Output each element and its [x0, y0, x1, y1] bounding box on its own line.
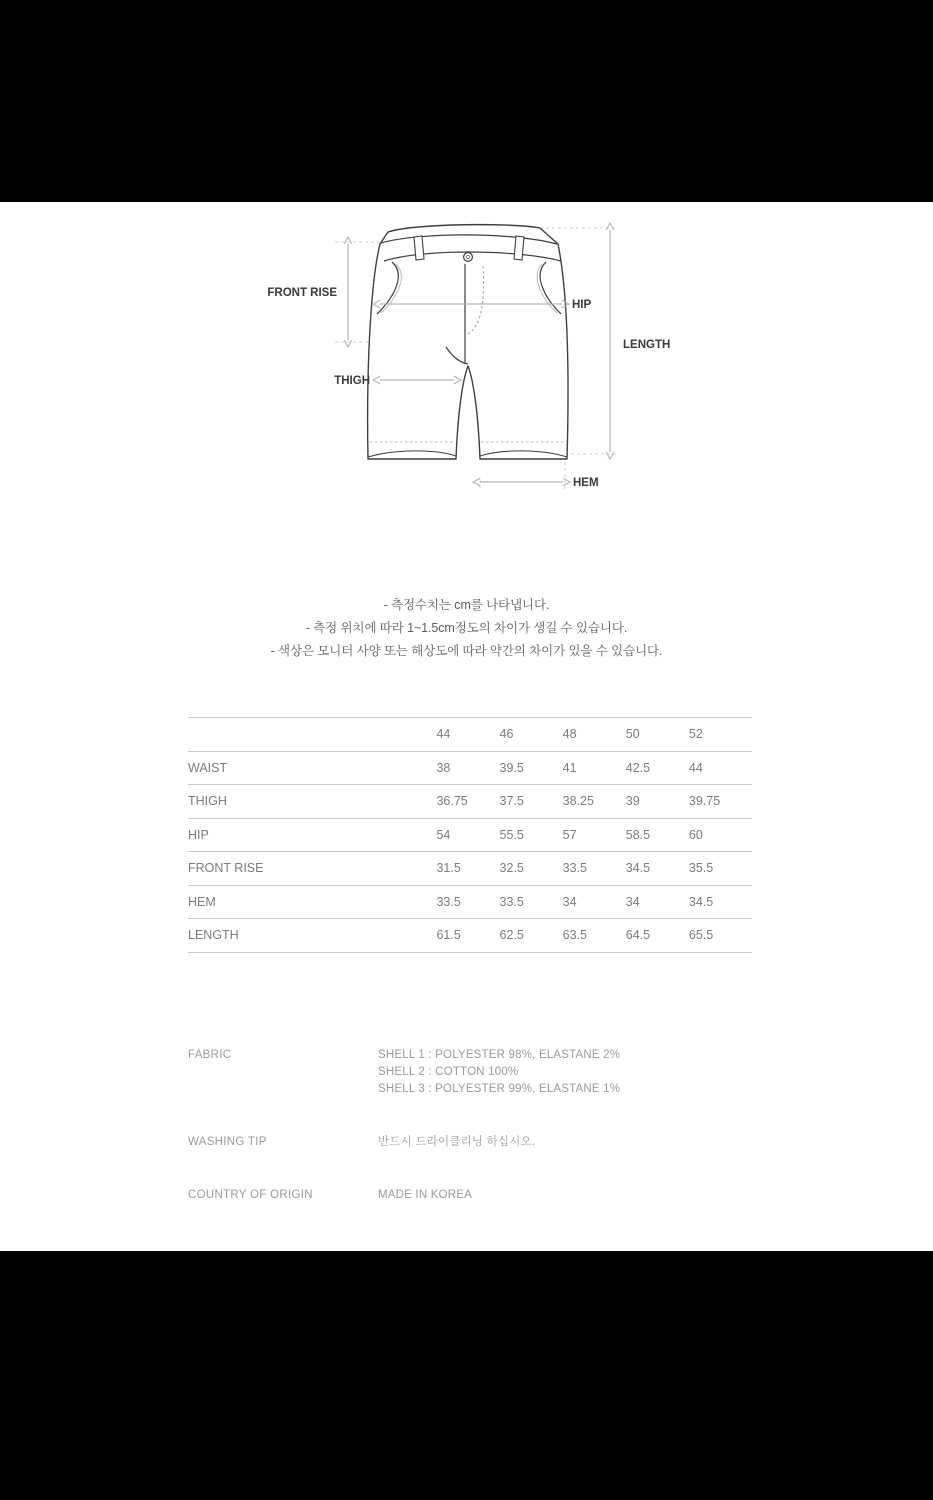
cell-hip-50: 58.5 — [626, 818, 689, 852]
table-row — [188, 885, 752, 919]
length-label: LENGTH — [623, 339, 671, 351]
country-of-origin-values — [378, 1187, 788, 1204]
note-line-3: - 색상은 모니터 사양 또는 해상도에 따라 약간의 차이가 있을 수 있습니다. — [270, 644, 663, 658]
washing-tip-label: WASHING TIP — [188, 1136, 267, 1148]
country-of-origin-label: COUNTRY OF ORIGIN — [188, 1189, 313, 1201]
fabric-label: FABRIC — [188, 1049, 232, 1061]
country-of-origin-text: MADE IN KOREA — [378, 1189, 472, 1201]
cell-waist-46: 39.5 — [500, 751, 563, 785]
note-line-1: - 측정수치는 cm를 나타냅니다. — [383, 598, 550, 612]
thigh-label: THIGH — [334, 375, 370, 387]
product-info-block — [188, 1047, 788, 1204]
row-label-thigh: THIGH — [188, 785, 436, 819]
hem-label: HEM — [573, 477, 599, 489]
cell-thigh-44: 36.75 — [436, 785, 499, 819]
table-row — [188, 751, 752, 785]
fabric-values — [378, 1047, 788, 1098]
row-label-hip: HIP — [188, 818, 436, 852]
cell-hem-46: 33.5 — [500, 885, 563, 919]
cell-waist-48: 41 — [563, 751, 626, 785]
table-row — [188, 919, 752, 953]
cell-length-44: 61.5 — [436, 919, 499, 953]
measurement-diagram-section — [0, 202, 933, 522]
header-size-50: 50 — [626, 718, 689, 752]
cell-length-50: 64.5 — [626, 919, 689, 953]
cell-thigh-46: 37.5 — [500, 785, 563, 819]
row-label-front-rise: FRONT RISE — [188, 852, 436, 886]
table-row — [188, 785, 752, 819]
cell-hip-48: 57 — [563, 818, 626, 852]
waist-button — [464, 253, 473, 262]
washing-tip-values — [378, 1134, 788, 1151]
cell-front-rise-50: 34.5 — [626, 852, 689, 886]
table-header-row — [188, 718, 752, 752]
washing-tip-text: 반드시 드라이클리닝 하십시오. — [378, 1136, 536, 1148]
cell-length-52: 65.5 — [689, 919, 752, 953]
cell-thigh-52: 39.75 — [689, 785, 752, 819]
cell-front-rise-48: 33.5 — [563, 852, 626, 886]
cell-waist-44: 38 — [436, 751, 499, 785]
cell-thigh-50: 39 — [626, 785, 689, 819]
size-chart-table — [188, 717, 752, 953]
cell-thigh-48: 38.25 — [563, 785, 626, 819]
cell-hip-44: 54 — [436, 818, 499, 852]
cell-front-rise-44: 31.5 — [436, 852, 499, 886]
note-line-2: - 측정 위치에 따라 1~1.5cm정도의 차이가 생길 수 있습니다. — [305, 621, 628, 635]
row-label-waist: WAIST — [188, 751, 436, 785]
cell-hem-44: 33.5 — [436, 885, 499, 919]
header-size-52: 52 — [689, 718, 752, 752]
product-size-guide-page — [0, 202, 933, 1251]
info-row-origin — [188, 1187, 788, 1204]
front-rise-label: FRONT RISE — [267, 287, 337, 299]
info-row-washing — [188, 1134, 788, 1151]
cell-hip-52: 60 — [689, 818, 752, 852]
cell-hem-48: 34 — [563, 885, 626, 919]
cell-waist-52: 44 — [689, 751, 752, 785]
info-row-fabric — [188, 1047, 788, 1098]
fabric-shell-1: SHELL 1 : POLYESTER 98%, ELASTANE 2% — [378, 1049, 621, 1061]
measurement-notes — [0, 594, 933, 663]
fabric-shell-3: SHELL 3 : POLYESTER 99%, ELASTANE 1% — [378, 1083, 621, 1095]
cell-front-rise-46: 32.5 — [500, 852, 563, 886]
table-row — [188, 818, 752, 852]
letterbox-top — [0, 0, 933, 202]
header-size-44: 44 — [436, 718, 499, 752]
header-size-48: 48 — [563, 718, 626, 752]
row-label-length: LENGTH — [188, 919, 436, 953]
fabric-shell-2: SHELL 2 : COTTON 100% — [378, 1066, 519, 1078]
table-row — [188, 852, 752, 886]
header-corner — [188, 718, 436, 752]
cell-hip-46: 55.5 — [500, 818, 563, 852]
cell-length-46: 62.5 — [500, 919, 563, 953]
cell-length-48: 63.5 — [563, 919, 626, 953]
letterbox-bottom — [0, 1251, 933, 1500]
cell-waist-50: 42.5 — [626, 751, 689, 785]
cell-front-rise-52: 35.5 — [689, 852, 752, 886]
shorts-diagram-svg — [240, 214, 700, 514]
row-label-hem: HEM — [188, 885, 436, 919]
size-chart-table-wrap — [188, 717, 752, 953]
cell-hem-52: 34.5 — [689, 885, 752, 919]
hip-label: HIP — [572, 299, 592, 311]
cell-hem-50: 34 — [626, 885, 689, 919]
header-size-46: 46 — [500, 718, 563, 752]
